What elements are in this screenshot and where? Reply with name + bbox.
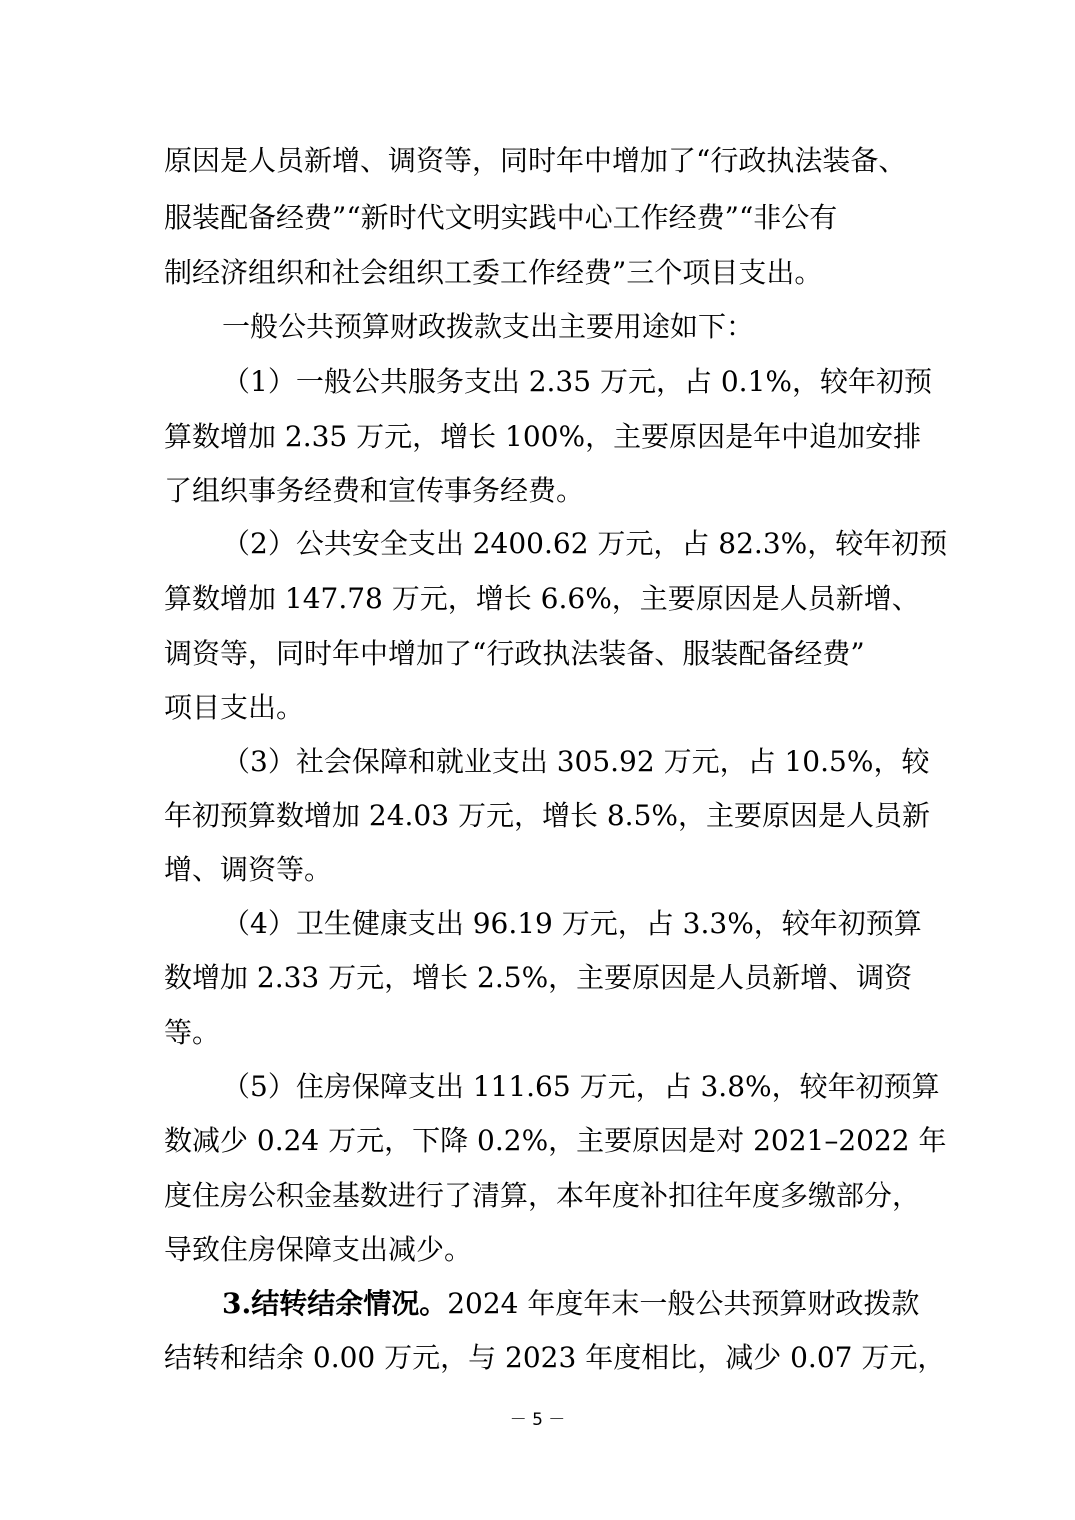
text-line: 调资等，同时年中增加了“行政执法装备、服装配备经费” bbox=[164, 637, 865, 670]
text-line: 算数增加 2.35 万元，增长 100%，主要原因是年中追加安排 bbox=[164, 420, 922, 453]
text-line: 年初预算数增加 24.03 万元，增长 8.5%，主要原因是人员新 bbox=[164, 799, 930, 832]
text-line: 数增加 2.33 万元，增长 2.5%，主要原因是人员新增、调资 bbox=[164, 961, 913, 994]
text-line: （4）卫生健康支出 96.19 万元，占 3.3%，较年初预算 bbox=[222, 907, 922, 940]
section-heading: 3.结转结余情况。 bbox=[222, 1287, 448, 1320]
text-line: 项目支出。 bbox=[164, 691, 305, 724]
text-line: 制经济组织和社会组织工委工作经费”三个项目支出。 bbox=[164, 256, 823, 289]
text-line: 原因是人员新增、调资等，同时年中增加了“行政执法装备、 bbox=[164, 144, 907, 177]
text-line: 导致住房保障支出减少。 bbox=[164, 1233, 473, 1266]
text-line: （3）社会保障和就业支出 305.92 万元，占 10.5%，较 bbox=[222, 745, 930, 778]
text-line: （5）住房保障支出 111.65 万元，占 3.8%，较年初预算 bbox=[222, 1070, 940, 1103]
text-line: 度住房公积金基数进行了清算，本年度补扣往年度多缴部分， bbox=[164, 1179, 921, 1212]
text-line: 服装配备经费”“新时代文明实践中心工作经费”“非公有 bbox=[164, 201, 838, 234]
text-line: 算数增加 147.78 万元，增长 6.6%，主要原因是人员新增、 bbox=[164, 582, 920, 615]
text-span: 2024 年度年末一般公共预算财政拨款 bbox=[447, 1287, 920, 1320]
text-line: 增、调资等。 bbox=[164, 853, 333, 886]
text-line: 等。 bbox=[164, 1016, 221, 1049]
text-line: （1）一般公共服务支出 2.35 万元，占 0.1%，较年初预 bbox=[222, 365, 932, 398]
text-line: 一般公共预算财政拨款支出主要用途如下： bbox=[222, 310, 755, 343]
page-number: － 5 － bbox=[509, 1410, 566, 1430]
text-line: 了组织事务经费和宣传事务经费。 bbox=[164, 474, 585, 507]
text-line: （2）公共安全支出 2400.62 万元，占 82.3%，较年初预 bbox=[222, 527, 948, 560]
text-line bbox=[222, 1284, 1075, 1324]
text-line: 数减少 0.24 万元，下降 0.2%，主要原因是对 2021–2022 年 bbox=[164, 1124, 947, 1157]
text-line: 结转和结余 0.00 万元，与 2023 年度相比，减少 0.07 万元， bbox=[164, 1341, 946, 1374]
